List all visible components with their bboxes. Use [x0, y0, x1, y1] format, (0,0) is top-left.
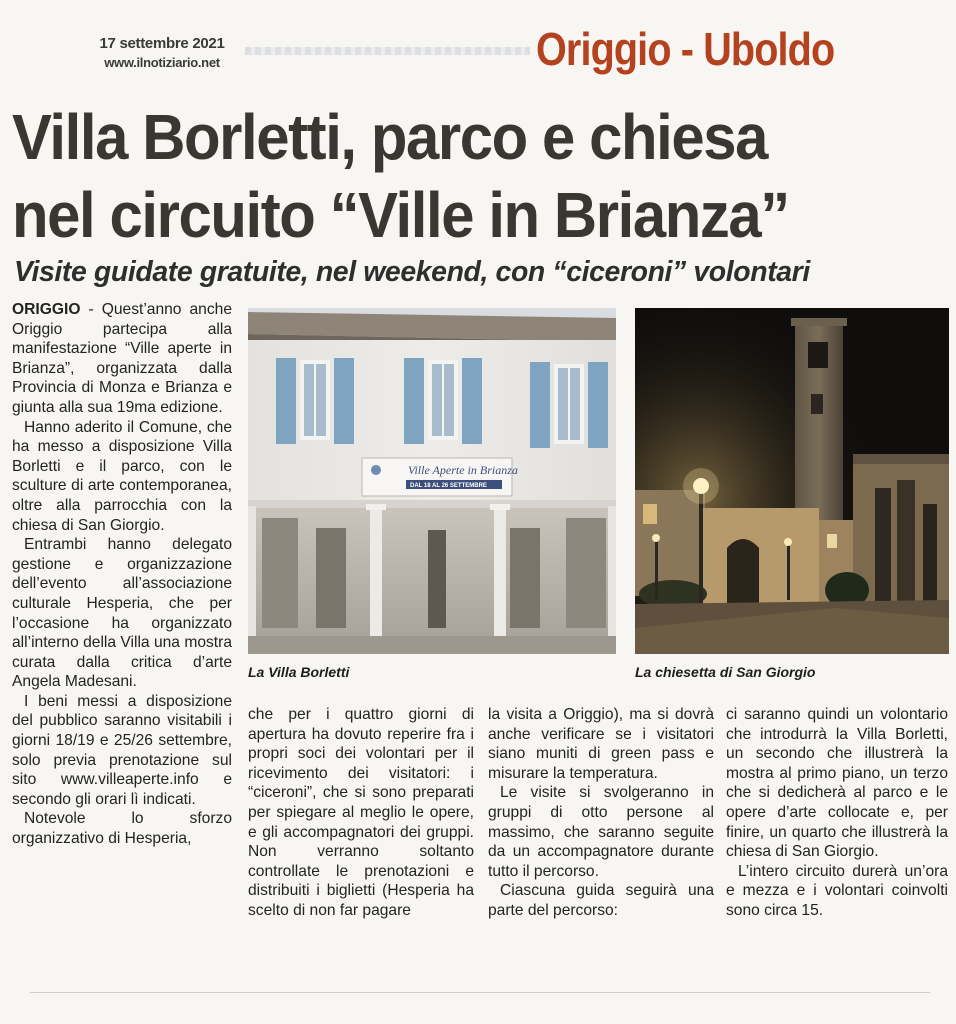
paragraph-1-text: - Quest’anno anche Origgio partecipa alla manifestazione “Ville aperte in Brianza”, organizzata dalla Provincia di Monza e Brianza e giunta alla sua 19ma edizione.: [12, 301, 232, 416]
paragraph-3: Entrambi hanno delegato gestione e organizzazione dell’evento all’associazione culturale Hesperia, che per l’occasione ha organizzato all’interno della Villa una mostra curata dalla critica d’arte Angela Madesani.: [12, 536, 232, 691]
san-giorgio-photo: [635, 308, 949, 654]
villa-borletti-photo: [248, 308, 616, 654]
headline-line-2: nel circuito “Ville in Brianza”: [12, 179, 789, 251]
paragraph-1: [12, 300, 232, 418]
article-column-2: [248, 705, 474, 921]
church-caption: La chiesetta di San Giorgio: [635, 664, 816, 680]
header-rule: [245, 47, 530, 55]
paragraph-9: Ciascuna guida seguirà una parte del percorso:: [488, 882, 714, 919]
villa-illustration: [248, 308, 616, 654]
church-illustration: [635, 308, 949, 654]
bottom-rule: [30, 992, 930, 993]
dateline: ORIGGIO: [12, 301, 81, 318]
article-column-4: [726, 705, 948, 921]
banner-title: Ville Aperte in Brianza: [408, 463, 518, 477]
paragraph-5: Notevole lo sforzo organizzativo di Hesperia,: [12, 810, 232, 848]
event-banner: [362, 458, 518, 496]
paragraph-4: I beni messi a disposizione del pubblico saranno visitabili i giorni 18/19 e 25/26 settembre, solo previa prenotazione sul sito www.villeaperte.info e secondo gli orari lì indicati.: [12, 692, 232, 808]
banner-dates: DAL 18 AL 26 SETTEMBRE: [410, 483, 487, 489]
website-url: www.ilnotiziario.net: [104, 55, 220, 70]
villa-caption: La Villa Borletti: [248, 664, 350, 680]
paragraph-8: Le visite si svolgeranno in gruppi di otto persone al massimo, che saranno seguite da un accompagnatore durante tutto il percorso.: [488, 784, 714, 880]
paragraph-7: la visita a Origgio), ma si dovrà anche verificare se i visitatori siano muniti di green pass e misurare la temperatura.: [488, 706, 714, 782]
paragraph-11: L’intero circuito durerà un’ora e mezza e i volontari coinvolti sono circa 15.: [726, 862, 948, 919]
article-column-1: [12, 300, 232, 849]
subheadline: Visite guidate gratuite, nel weekend, con “ciceroni” volontari: [14, 256, 810, 288]
window-3: [530, 362, 608, 448]
paragraph-10: ci saranno quindi un volontario che introdurrà la Villa Borletti, un secondo che illustrerà la mostra al primo piano, un terzo che si dedicherà al parco e le opere d’arte collocate e, per finire, un quarto che illustrerà la chiesa di San Giorgio.: [726, 706, 948, 861]
window-2: [404, 358, 482, 444]
issue-date: 17 settembre 2021: [99, 35, 225, 52]
paragraph-6: che per i quattro giorni di apertura ha dovuto reperire fra i propri soci dei volontari per il ricevimento dei visitatori: i “ciceroni”, che si sono preparati per spiegare al meglio le opere, e gli accompagnatori dei gruppi. Non verranno soltanto controllate le prenotazioni e distribuiti i biglietti (Hesperia ha scelto di non far pagare: [248, 706, 474, 919]
headline-line-1: Villa Borletti, parco e chiesa: [12, 101, 768, 173]
headline: [12, 98, 952, 254]
window-1: [276, 358, 354, 444]
article-column-3: [488, 705, 714, 921]
paragraph-2: Hanno aderito il Comune, che ha messo a disposizione Villa Borletti e il parco, con le sculture di arte contemporanea, oltre alla parrocchia con la chiesa di San Giorgio.: [12, 418, 232, 534]
section-title: Origgio - Uboldo: [536, 23, 835, 75]
